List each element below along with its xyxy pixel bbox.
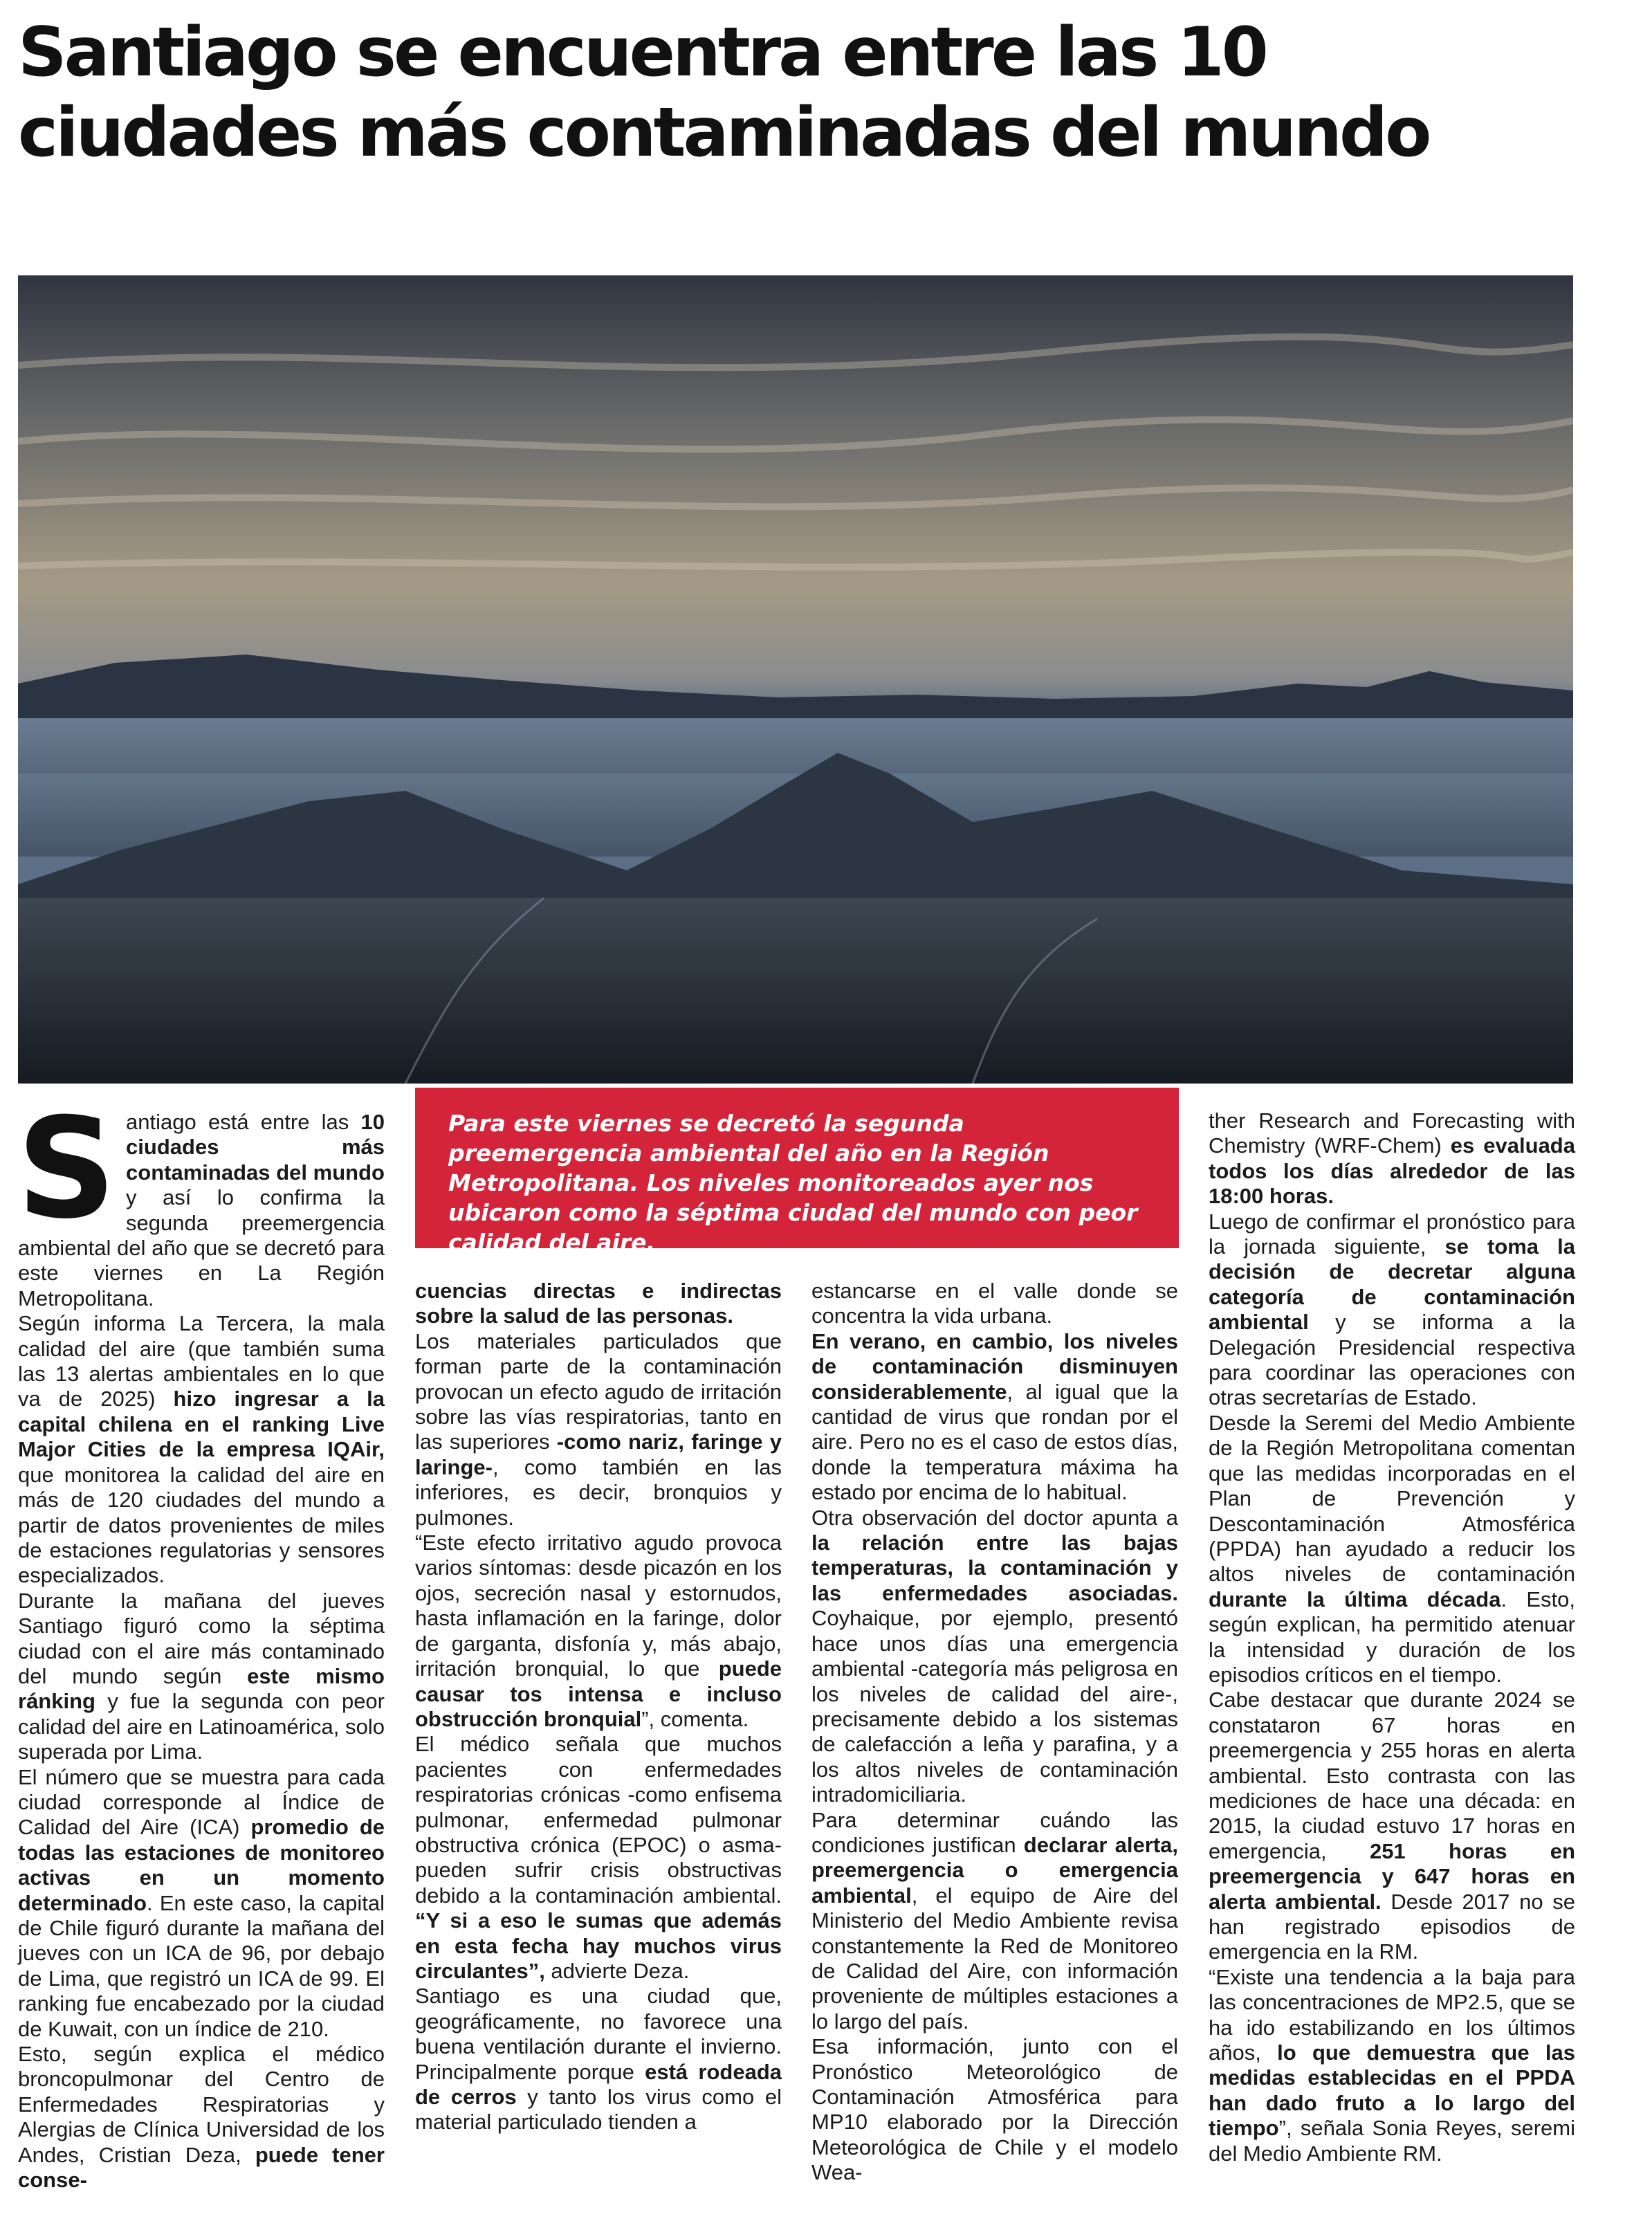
column-1 bbox=[17, 1088, 385, 2193]
col2-paragraph bbox=[415, 1329, 782, 1530]
text-run: . En este caso, la capital de Chile figuró durante la mañana del jueves con un ICA de 96, por debajo de Lima, que registró un ICA de 99. El ranking fue encabezado por la ciudad de Kuwait, con un índice de 210. bbox=[18, 1890, 385, 2041]
column-3 bbox=[811, 1279, 1178, 2186]
text-run: “Este efecto irritativo agudo provoca varios síntomas: desde picazón en los ojos, secreción nasal y estornudos, hasta inflamación en la faringe, dolor de garganta, disfonía y, más abajo, irritación bronquial, lo que bbox=[415, 1530, 782, 1681]
bold-text: 10 ciudades más contaminadas del mundo bbox=[126, 1110, 385, 1185]
text-run: , el equipo de Aire del Ministerio del Medio Ambiente revisa constantemente la Red de Monitoreo de Calidad del Aire, con información proveniente de múltiples estaciones a lo largo del país. bbox=[811, 1883, 1178, 2034]
text-run: , como también en las inferiores, es decir, bronquios y pulmones. bbox=[415, 1454, 782, 1530]
bold-text: hizo ingresar a la capital chilena en el ranking Live Major Cities de la empresa IQAir, bbox=[18, 1387, 385, 1462]
bold-text: -como nariz, faringe y laringe- bbox=[415, 1429, 782, 1479]
col4-paragraph bbox=[1209, 1209, 1575, 1411]
text-run: El número que se muestra para cada ciudad corresponde al Índice de Calidad del Aire (ICA) bbox=[18, 1764, 385, 1840]
text-run: Coyhaique, por ejemplo, presentó hace unos días una emergencia ambiental -categoría más peligrosa en los niveles de calidad del aire-, precisamente debido a los sistemas de calefacción a leña y parafina, y a los altos niveles de contaminación intradomiciliaria. bbox=[811, 1606, 1178, 1807]
col1-paragraph bbox=[18, 2042, 385, 2193]
text-run: Desde la Seremi del Medio Ambiente de la Región Metropolitana comentan que las medidas incorporadas en el Plan de Prevención y Descontaminación Atmosférica (PPDA) han ayudado a reducir los altos niveles de contaminación bbox=[1209, 1410, 1575, 1587]
col3-paragraph bbox=[811, 1808, 1178, 2035]
text-run: Santiago es una ciudad que, geográficamente, no favorece una buena ventilación durante el invierno. Principalmente porque bbox=[415, 1984, 782, 2084]
col2-paragraph bbox=[415, 1279, 782, 1329]
bold-text: 251 horas en preemergencia y 647 horas en alerta ambiental. bbox=[1209, 1838, 1575, 1914]
bold-text: este mismo ránking bbox=[18, 1663, 385, 1714]
article-headline: Santiago se encuentra entre las 10 ciudades más contaminadas del mundo bbox=[18, 13, 1429, 172]
text-run: , al igual que la cantidad de virus que rondan por el aire. Pero no es el caso de estos días, donde la temperatura máxima ha estado por encima de lo habitual. bbox=[811, 1379, 1178, 1505]
text-run: Esa información, junto con el Pronóstico Meteorológico de Contaminación Atmosférica para MP10 elaborado por la Dirección Meteorológica de Chile y el modelo Wea- bbox=[811, 2034, 1178, 2185]
text-run: ther Research and Forecasting with Chemistry (WRF-Chem) bbox=[1209, 1108, 1575, 1158]
column-2-text bbox=[415, 1279, 782, 2135]
col4-paragraph bbox=[1209, 1965, 1575, 2166]
bold-text: se toma la decisión de decretar alguna categoría de contaminación ambiental bbox=[1209, 1234, 1575, 1335]
smog-city-photo bbox=[18, 275, 1573, 1084]
text-run: Cabe destacar que durante 2024 se constataron 67 horas en preemergencia y 255 horas en alerta ambiental. Esto contrasta con las mediciones de hace una década: en 2015, la ciudad estuvo 17 horas en emergencia, bbox=[1209, 1688, 1575, 1863]
text-run: estancarse en el valle donde se concentra la vida urbana. bbox=[811, 1279, 1178, 1328]
col3-paragraph bbox=[811, 1279, 1178, 1329]
column-1-text bbox=[17, 1088, 385, 2193]
col4-paragraph bbox=[1209, 1688, 1575, 1964]
bold-text: está rodeada de cerros bbox=[415, 2059, 782, 2109]
col1-paragraph bbox=[18, 1311, 385, 1588]
bold-text: promedio de todas las estaciones de monitoreo activas en un momento determinado bbox=[18, 1815, 385, 1915]
col2-paragraph bbox=[415, 1984, 782, 2135]
article-photo bbox=[18, 275, 1573, 1084]
text-run: ”, comenta. bbox=[641, 1706, 749, 1731]
text-run: “Existe una tendencia a la baja para las concentraciones de MP2.5, que se ha ido estabilizando en los últimos años, bbox=[1209, 1964, 1575, 2065]
col2-paragraph bbox=[415, 1732, 782, 1984]
col3-paragraph bbox=[811, 1329, 1178, 1506]
text-run: Los materiales particulados que forman parte de la contaminación provocan un efecto agudo de irritación sobre las vías respiratorias, tanto en las superiores bbox=[415, 1328, 782, 1454]
bold-text: puede tener conse- bbox=[18, 2142, 385, 2193]
bold-text: la relación entre las bajas temperaturas, la contaminación y las enfermedades asociadas. bbox=[811, 1530, 1178, 1605]
column-3-text bbox=[811, 1279, 1178, 2186]
col2-paragraph bbox=[415, 1530, 782, 1732]
text-run: y así lo confirma la segunda preemergencia ambiental del año que se decretó para este viernes en La Región Metropolitana. bbox=[18, 1185, 385, 1310]
text-run: . Esto, según explican, ha permitido atenuar la intensidad y duración de los episodios críticos en el tiempo. bbox=[1209, 1587, 1575, 1687]
text-run: ”, señala Sonia Reyes, seremi del Medio Ambiente RM. bbox=[1209, 2116, 1575, 2166]
text-run: Esto, según explica el médico broncopulmonar del Centro de Enfermedades Respiratorias y Alergias de Clínica Universidad de los Andes, Cristian Deza, bbox=[18, 2042, 385, 2167]
bold-text: declarar alerta, preemergencia o emergencia ambiental bbox=[811, 1832, 1178, 1908]
text-run: Desde 2017 no se han registrado episodios de emergencia en la RM. bbox=[1209, 1889, 1576, 1964]
text-run: Según informa La Tercera, la mala calidad del aire (que también suma las 13 alertas ambientales en lo que va de 2025) bbox=[18, 1311, 385, 1411]
text-run: que monitorea la calidad del aire en más de 120 ciudades del mundo a partir de datos provenientes de miles de estaciones regulatorias y sensores especializados. bbox=[18, 1462, 385, 1588]
column-4 bbox=[1209, 1108, 1575, 2166]
column-2 bbox=[415, 1279, 782, 2135]
text-run: y fue la segunda con peor calidad del aire en Latinoamérica, solo superada por Lima. bbox=[18, 1689, 385, 1764]
col1-paragraph bbox=[18, 1765, 385, 2042]
text-run: El médico señala que muchos pacientes con enfermedades respiratorias crónicas -como enfisema pulmonar, enfermedad pulmonar obstructiva crónica (EPOC) o asma- pueden sufrir crisis obstructivas debido a la contaminación ambiental. bbox=[415, 1732, 782, 1908]
bold-text: durante la última década bbox=[1209, 1587, 1501, 1611]
bold-text: es evaluada todos los días alrededor de las 18:00 horas. bbox=[1209, 1133, 1575, 1209]
text-run: advierte Deza. bbox=[544, 1958, 690, 1983]
bold-text: puede causar tos intensa e incluso obstrucción bronquial bbox=[415, 1656, 782, 1731]
text-run: Luego de confirmar el pronóstico para la jornada siguiente, bbox=[1209, 1209, 1575, 1259]
text-run: Otra observación del doctor apunta a bbox=[811, 1505, 1178, 1530]
col4-paragraph bbox=[1209, 1108, 1575, 1209]
column-4-text bbox=[1209, 1108, 1575, 2166]
drop-cap: S bbox=[17, 1088, 117, 1250]
bold-text: lo que demuestra que las medidas establecidas en el PPDA han dado fruto a lo largo del tiempo bbox=[1209, 2040, 1575, 2141]
col3-paragraph bbox=[811, 1506, 1178, 1808]
text-run: y se informa a la Delegación Presidencial respectiva para coordinar las operaciones con otras secretarías de Estado. bbox=[1209, 1310, 1575, 1410]
callout-box: Para este viernes se decretó la segunda preemergencia ambiental del año en la Región Metropolitana. Los niveles monitoreados ayer nos ubicaron como la séptima ciudad del mundo con peor calidad del aire. bbox=[415, 1088, 1179, 1248]
text-run: antiago está entre las bbox=[126, 1110, 361, 1134]
bold-text: “Y si a eso le sumas que además en esta fecha hay muchos virus circulantes”, bbox=[415, 1908, 782, 1983]
col4-paragraph bbox=[1209, 1411, 1575, 1688]
col3-paragraph bbox=[811, 2034, 1178, 2185]
col1-paragraph bbox=[18, 1589, 385, 1765]
text-run: y tanto los virus como el material particulado tienden a bbox=[415, 2085, 782, 2135]
text-run: Para determinar cuándo las condiciones justifican bbox=[811, 1807, 1178, 1857]
text-run: Durante la mañana del jueves Santiago figuró como la séptima ciudad con el aire más contaminado del mundo según bbox=[18, 1588, 385, 1688]
bold-text: cuencias directas e indirectas sobre la salud de las personas. bbox=[415, 1279, 782, 1328]
bold-text: En verano, en cambio, los niveles de contaminación disminuyen considerablemente bbox=[811, 1328, 1178, 1404]
